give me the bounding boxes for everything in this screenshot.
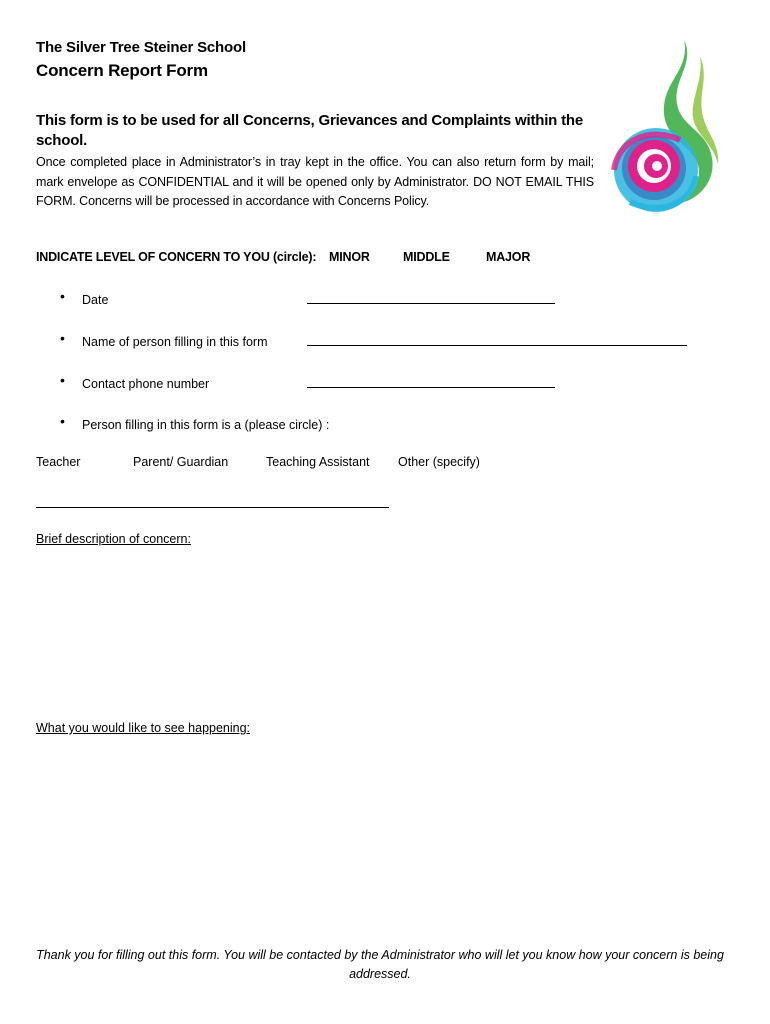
school-name: The Silver Tree Steiner School xyxy=(36,39,246,56)
role-option-teaching-assistant[interactable]: Teaching Assistant xyxy=(266,455,370,469)
description-heading: Brief description of concern: xyxy=(36,532,191,546)
submission-instructions: Once completed place in Administrator’s in tray kept in the office. You can also return form by mail; mark envelope as CONFIDENTIAL and it will be opened only by Administrator. DO NOT EMAIL THIS FORM. Concerns will be processed in accordance with Concerns Policy. xyxy=(36,155,594,208)
bullet-icon: • xyxy=(60,372,65,388)
name-label: Name of person filling in this form xyxy=(82,335,268,349)
role-label: Person filling in this form is a (please circle) : xyxy=(82,418,330,432)
level-option-major[interactable]: MAJOR xyxy=(486,250,531,264)
role-options-row xyxy=(36,455,556,473)
name-field-row xyxy=(60,330,700,355)
thank-you-note: Thank you for filling out this form. You will be contacted by the Administrator who will let you know how your concern is being addressed. xyxy=(36,948,724,981)
bullet-icon: • xyxy=(60,413,65,429)
concern-level-label: INDICATE LEVEL OF CONCERN TO YOU (circle): xyxy=(36,250,317,264)
concern-level-row xyxy=(36,250,636,268)
date-input-line[interactable] xyxy=(307,303,555,304)
role-field-row xyxy=(60,413,700,438)
intro-statement: This form is to be used for all Concerns, Grievances and Complaints within the school. xyxy=(36,112,584,149)
date-label: Date xyxy=(82,293,109,307)
role-option-other[interactable]: Other (specify) xyxy=(398,455,480,469)
outcome-heading: What you would like to see happening: xyxy=(36,721,251,735)
level-option-minor[interactable]: MINOR xyxy=(329,250,370,264)
phone-input-line[interactable] xyxy=(307,387,555,388)
phone-field-row xyxy=(60,372,700,397)
date-field-row xyxy=(60,288,700,313)
form-title: Concern Report Form xyxy=(36,61,208,80)
logo-graphic xyxy=(600,36,730,216)
bullet-icon: • xyxy=(60,288,65,304)
flame-swirl-logo-icon xyxy=(600,36,730,216)
role-option-teacher[interactable]: Teacher xyxy=(36,455,81,469)
name-input-line[interactable] xyxy=(307,345,687,346)
phone-label: Contact phone number xyxy=(82,377,210,391)
role-option-parent-guardian[interactable]: Parent/ Guardian xyxy=(133,455,229,469)
bullet-icon: • xyxy=(60,330,65,346)
other-specify-input-line[interactable] xyxy=(36,507,389,508)
level-option-middle[interactable]: MIDDLE xyxy=(403,250,450,264)
